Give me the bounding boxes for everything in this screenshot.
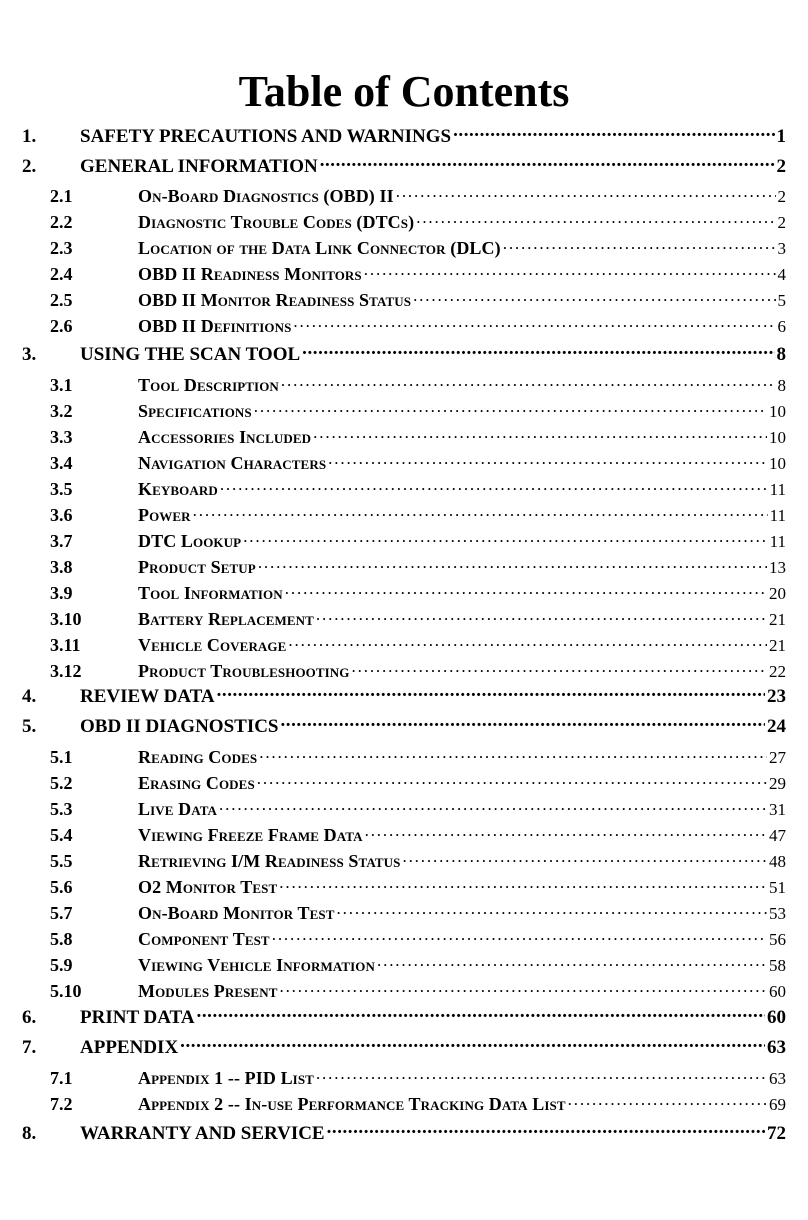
toc-entry	[138, 237, 786, 259]
toc-page-number[interactable]: 48	[769, 852, 786, 871]
toc-entry-number: 2.5	[50, 290, 73, 310]
toc-entry	[138, 530, 786, 552]
toc-subsection-row[interactable]	[22, 606, 786, 632]
toc-entry-title[interactable]: Product Setup	[138, 557, 256, 577]
toc-page-number[interactable]: 5	[777, 291, 786, 310]
toc-subsection-row[interactable]	[22, 528, 786, 554]
toc-entry-number: 2.1	[50, 186, 73, 206]
toc-entry-title[interactable]: Appendix 1 -- PID List	[138, 1068, 314, 1088]
toc-entry-number: 2.4	[50, 264, 73, 284]
dot-leader	[279, 876, 767, 893]
toc-subsection-row[interactable]	[22, 822, 786, 848]
toc-entry	[138, 980, 786, 1002]
toc-entry	[80, 1120, 786, 1145]
toc-entry-number: 5.1	[50, 747, 73, 767]
dot-leader	[180, 1034, 765, 1053]
toc-entry-title[interactable]: Location of the Data Link Connector (DLC)	[138, 238, 501, 258]
toc-subsection-row[interactable]	[22, 926, 786, 952]
dot-leader	[316, 608, 767, 625]
toc-page-number[interactable]: 10	[769, 454, 786, 473]
toc-subsection-row[interactable]	[22, 183, 786, 209]
toc-entry-title[interactable]: Retrieving I/M Readiness Status	[138, 851, 401, 871]
toc-section-row[interactable]	[22, 154, 786, 180]
toc-page-number[interactable]: 60	[769, 982, 786, 1001]
toc-entry-number: 5.9	[50, 955, 73, 975]
toc-entry-number: 6.	[22, 1007, 37, 1028]
toc-entry-title[interactable]: Product Troubleshooting	[138, 661, 350, 681]
dot-leader	[453, 123, 774, 142]
toc-page-number[interactable]: 2	[776, 156, 786, 177]
toc-page-number[interactable]: 47	[769, 826, 786, 845]
toc-entry	[138, 876, 786, 898]
toc-entry-title[interactable]: Viewing Vehicle Information	[138, 955, 375, 975]
toc-entry	[138, 608, 786, 630]
dot-leader	[364, 263, 776, 280]
toc-page-number[interactable]: 20	[769, 584, 786, 603]
toc-entry-title[interactable]: Battery Replacement	[138, 609, 314, 629]
toc-page-number[interactable]: 24	[767, 716, 786, 737]
toc-entry-title[interactable]: Component Test	[138, 929, 270, 949]
toc-entry-title[interactable]: Vehicle Coverage	[138, 635, 287, 655]
dot-leader	[220, 478, 768, 495]
toc-page-number[interactable]: 8	[776, 344, 786, 365]
toc-entry-title[interactable]: PRINT DATA	[80, 1007, 195, 1028]
toc-subsection-row[interactable]	[22, 554, 786, 580]
toc-entry-number: 5.5	[50, 851, 73, 871]
toc-entry-title[interactable]: Reading Codes	[138, 747, 258, 767]
toc-subsection-row[interactable]	[22, 261, 786, 287]
toc-subsection-row[interactable]	[22, 398, 786, 424]
toc-entry	[138, 211, 786, 233]
toc-entry	[138, 452, 786, 474]
toc-entry-title[interactable]: Modules Present	[138, 981, 278, 1001]
toc-entry-title[interactable]: Live Data	[138, 799, 218, 819]
toc-entry-number: 3.1	[50, 375, 73, 395]
toc-entry-title[interactable]: USING THE SCAN TOOL	[80, 344, 301, 365]
dot-leader	[281, 374, 776, 391]
toc-entry	[138, 824, 786, 846]
toc-entry-title[interactable]: Navigation Characters	[138, 453, 327, 473]
toc-entry	[138, 660, 786, 682]
toc-page-number[interactable]: 63	[769, 1069, 786, 1088]
dot-leader	[193, 504, 768, 521]
dot-leader	[258, 556, 767, 573]
toc-entry-title[interactable]: Power	[138, 505, 191, 525]
toc-entry-title[interactable]: On-Board Diagnostics (OBD) II	[138, 186, 394, 206]
toc-entry	[138, 634, 786, 656]
toc-entry-number: 5.6	[50, 877, 73, 897]
toc-entry	[138, 798, 786, 820]
toc-entry-title[interactable]: REVIEW DATA	[80, 686, 215, 707]
toc-section-row[interactable]	[22, 714, 786, 740]
dot-leader	[254, 400, 767, 417]
toc-entry-title[interactable]: Appendix 2 -- In-use Performance Tracking Data List	[138, 1094, 566, 1114]
toc-entry	[138, 582, 786, 604]
toc-entry	[138, 374, 786, 396]
toc-entry-title[interactable]: OBD II DIAGNOSTICS	[80, 716, 279, 737]
toc-subsection-row[interactable]	[22, 874, 786, 900]
toc-entry	[138, 185, 786, 207]
toc-entry-number: 3.	[22, 344, 37, 365]
dot-leader	[568, 1093, 767, 1110]
toc-page-number[interactable]: 63	[767, 1037, 786, 1058]
toc-entry	[138, 263, 786, 285]
toc-entry-number: 5.	[22, 716, 37, 737]
toc-entry-number: 3.8	[50, 557, 73, 577]
toc-subsection-row[interactable]	[22, 900, 786, 926]
toc-entry-title[interactable]: Accessories Included	[138, 427, 312, 447]
dot-leader	[259, 746, 767, 763]
dot-leader	[272, 928, 767, 945]
toc-entry-number: 3.12	[50, 661, 82, 681]
toc-entry-title[interactable]: APPENDIX	[80, 1037, 179, 1058]
toc-entry-title[interactable]: DTC Lookup	[138, 531, 242, 551]
toc-subsection-row[interactable]	[22, 978, 786, 1004]
toc-subsection-row[interactable]	[22, 502, 786, 528]
toc-page-number[interactable]: 72	[767, 1123, 786, 1144]
toc-entry-title[interactable]: OBD II Monitor Readiness Status	[138, 290, 412, 310]
toc-entry-number: 5.4	[50, 825, 73, 845]
toc-entry-title[interactable]: OBD II Readiness Monitors	[138, 264, 362, 284]
toc-subsection-row[interactable]	[22, 476, 786, 502]
toc-entry	[138, 746, 786, 768]
toc-section-row[interactable]	[22, 684, 786, 710]
dot-leader	[219, 798, 767, 815]
toc-entry	[138, 400, 786, 422]
toc-entry-title[interactable]: Erasing Codes	[138, 773, 255, 793]
toc-subsection-row[interactable]	[22, 952, 786, 978]
toc-page-number[interactable]: 1	[776, 126, 786, 147]
toc-entry	[138, 426, 786, 448]
toc-section-row[interactable]	[22, 342, 786, 368]
dot-leader	[288, 634, 767, 651]
toc-entry-number: 2.2	[50, 212, 73, 232]
dot-leader	[320, 153, 775, 172]
toc-entry	[80, 1034, 786, 1059]
toc-section-row[interactable]	[22, 124, 786, 150]
toc-page-number[interactable]: 69	[769, 1095, 786, 1114]
toc-page-number[interactable]: 8	[777, 376, 786, 395]
toc-page-number[interactable]: 29	[769, 774, 786, 793]
toc-entry-number: 5.2	[50, 773, 73, 793]
toc-section-row[interactable]	[22, 1121, 786, 1147]
dot-leader	[257, 772, 767, 789]
toc-entry	[138, 1093, 786, 1115]
toc-subsection-row[interactable]	[22, 235, 786, 261]
toc-page-number[interactable]: 21	[769, 636, 786, 655]
toc-entry-title[interactable]: On-Board Monitor Test	[138, 903, 335, 923]
dot-leader	[243, 530, 767, 547]
toc-entry-number: 3.11	[50, 635, 81, 655]
dot-leader	[413, 289, 775, 306]
toc-entry	[80, 153, 786, 178]
toc-entry	[138, 772, 786, 794]
toc-entry-number: 2.6	[50, 316, 73, 336]
toc-entry-number: 3.3	[50, 427, 73, 447]
toc-entry-number: 3.9	[50, 583, 73, 603]
dot-leader	[352, 660, 767, 677]
toc-page-number[interactable]: 2	[777, 213, 786, 232]
toc-entry	[80, 683, 786, 708]
toc-entry-number: 3.10	[50, 609, 82, 629]
toc-subsection-row[interactable]	[22, 287, 786, 313]
dot-leader	[197, 1004, 765, 1023]
toc-entry-number: 2.	[22, 156, 37, 177]
toc-entry-number: 3.5	[50, 479, 73, 499]
toc-page-number[interactable]: 11	[769, 532, 786, 551]
toc-entry-number: 7.2	[50, 1094, 73, 1114]
toc-entry	[80, 1004, 786, 1029]
toc-page-number[interactable]: 51	[769, 878, 786, 897]
page-title: Table of Contents	[238, 67, 570, 116]
toc-entry	[138, 556, 786, 578]
toc-entry-title[interactable]: OBD II Definitions	[138, 316, 292, 336]
toc-page-number[interactable]: 31	[769, 800, 786, 819]
toc-entry-title[interactable]: SAFETY PRECAUTIONS AND WARNINGS	[80, 126, 452, 147]
toc-subsection-row[interactable]	[22, 796, 786, 822]
toc-entry	[138, 289, 786, 311]
toc-subsection-row[interactable]	[22, 848, 786, 874]
toc-entry	[80, 341, 786, 366]
toc-entry-number: 7.	[22, 1037, 37, 1058]
dot-leader	[365, 824, 767, 841]
toc-entry-number: 7.1	[50, 1068, 73, 1088]
toc-subsection-row[interactable]	[22, 1065, 786, 1091]
toc-subsection-row[interactable]	[22, 450, 786, 476]
toc-entry-number: 1.	[22, 126, 37, 147]
dot-leader	[316, 1067, 767, 1084]
toc-page-number[interactable]: 27	[769, 748, 786, 767]
toc-entry-number: 5.7	[50, 903, 73, 923]
toc-entry-number: 3.4	[50, 453, 73, 473]
dot-leader	[402, 850, 767, 867]
toc-entry-title[interactable]: GENERAL INFORMATION	[80, 156, 318, 177]
toc-subsection-row[interactable]	[22, 209, 786, 235]
toc-entry-number: 3.6	[50, 505, 73, 525]
toc-entry-title[interactable]: O2 Monitor Test	[138, 877, 278, 897]
toc-section-row[interactable]	[22, 1005, 786, 1031]
toc-entry-number: 8.	[22, 1123, 37, 1144]
toc-subsection-row[interactable]	[22, 632, 786, 658]
toc-page-number[interactable]: 56	[769, 930, 786, 949]
toc-page-number[interactable]: 23	[767, 686, 786, 707]
toc-page-number[interactable]: 22	[769, 662, 786, 681]
toc-subsection-row[interactable]	[22, 770, 786, 796]
toc-page-number[interactable]: 11	[769, 506, 786, 525]
toc-entry-number: 3.2	[50, 401, 73, 421]
dot-leader	[327, 1120, 765, 1139]
toc-entry	[138, 315, 786, 337]
toc-page-number[interactable]: 53	[769, 904, 786, 923]
dot-leader	[503, 237, 776, 254]
toc-entry-title[interactable]: Keyboard	[138, 479, 218, 499]
toc-entry	[138, 850, 786, 872]
toc-subsection-row[interactable]	[22, 744, 786, 770]
toc-entry-title[interactable]: Viewing Freeze Frame Data	[138, 825, 363, 845]
dot-leader	[313, 426, 767, 443]
dot-leader	[337, 902, 767, 919]
toc-subsection-row[interactable]	[22, 658, 786, 684]
toc-page-number[interactable]: 58	[769, 956, 786, 975]
dot-leader	[285, 582, 767, 599]
toc-page-number[interactable]: 10	[769, 402, 786, 421]
toc-entry	[80, 123, 786, 148]
toc-entry	[138, 954, 786, 976]
dot-leader	[396, 185, 776, 202]
toc-entry	[138, 902, 786, 924]
toc-page-number[interactable]: 11	[769, 480, 786, 499]
toc-entry-number: 4.	[22, 686, 37, 707]
toc-page-number[interactable]: 4	[777, 265, 786, 284]
toc-entry-number: 5.10	[50, 981, 82, 1001]
toc-page-number[interactable]: 2	[777, 187, 786, 206]
toc-entry	[138, 504, 786, 526]
toc-subsection-row[interactable]	[22, 372, 786, 398]
toc-page-number[interactable]: 13	[769, 558, 786, 577]
toc-entry-number: 5.8	[50, 929, 73, 949]
dot-leader	[377, 954, 767, 971]
toc-subsection-row[interactable]	[22, 1091, 786, 1117]
toc-entry-number: 5.3	[50, 799, 73, 819]
toc-page-number[interactable]: 60	[767, 1007, 786, 1028]
toc-entry-number: 3.7	[50, 531, 73, 551]
toc-subsection-row[interactable]	[22, 424, 786, 450]
toc-page-number[interactable]: 21	[769, 610, 786, 629]
toc-entry-title[interactable]: Tool Description	[138, 375, 279, 395]
dot-leader	[281, 713, 766, 732]
toc-entry-title[interactable]: Diagnostic Trouble Codes (DTCs)	[138, 212, 415, 232]
dot-leader	[293, 315, 775, 332]
dot-leader	[279, 980, 767, 997]
toc-entry-title[interactable]: Tool Information	[138, 583, 283, 603]
toc-entry	[138, 928, 786, 950]
toc-entry-title[interactable]: WARRANTY AND SERVICE	[80, 1123, 325, 1144]
toc-entry-title[interactable]: Specifications	[138, 401, 252, 421]
toc-entry	[138, 478, 786, 500]
toc-entry	[80, 713, 786, 738]
dot-leader	[416, 211, 775, 228]
toc-page-number[interactable]: 3	[777, 239, 786, 258]
toc-page-number[interactable]: 6	[777, 317, 786, 336]
toc-page-number[interactable]: 10	[769, 428, 786, 447]
toc-section-row[interactable]	[22, 1035, 786, 1061]
toc-entry	[138, 1067, 786, 1089]
dot-leader	[302, 341, 774, 360]
toc-entry-number: 2.3	[50, 238, 73, 258]
toc-subsection-row[interactable]	[22, 580, 786, 606]
dot-leader	[328, 452, 767, 469]
dot-leader	[217, 683, 765, 702]
toc-subsection-row[interactable]	[22, 313, 786, 339]
